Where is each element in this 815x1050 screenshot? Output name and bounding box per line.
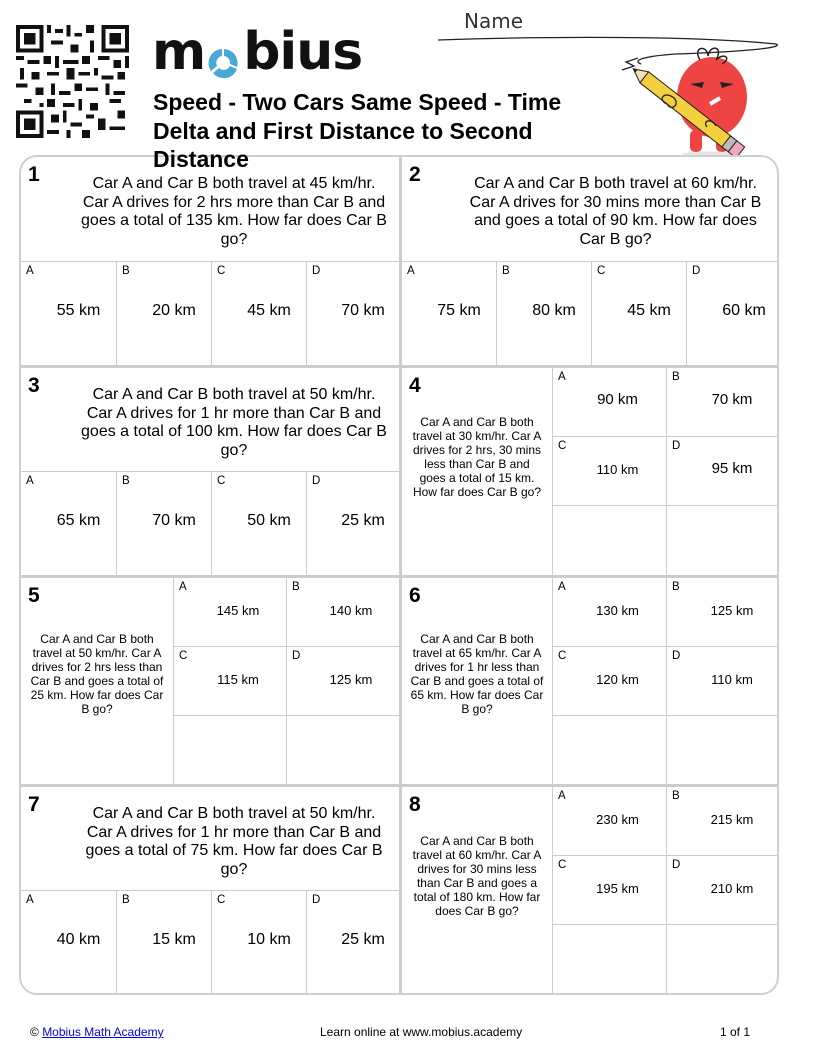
option-value: 125 km — [329, 672, 373, 687]
option-letter: A — [26, 475, 34, 487]
option-value: 80 km — [532, 302, 576, 319]
option-value: 90 km — [597, 391, 638, 408]
option-letter: C — [217, 894, 226, 906]
problem-text: Car A and Car B both travel at 50 km/hr. Car A drives for 2 hrs less than Car B and goes a total of 25 km. How far does Car B go? — [30, 632, 164, 716]
option-value: 125 km — [710, 603, 754, 618]
option-value: 110 km — [711, 672, 753, 687]
problem-7 — [21, 787, 399, 995]
answer-option-d[interactable] — [307, 472, 399, 575]
option-value: 70 km — [341, 302, 385, 319]
option-letter: B — [502, 265, 510, 277]
answer-option-b[interactable] — [667, 368, 779, 436]
name-label: Name — [464, 9, 524, 33]
problem-5 — [21, 578, 399, 784]
option-letter: B — [122, 894, 130, 906]
problem-number: 2 — [409, 163, 421, 186]
option-letter: B — [122, 475, 130, 487]
problem-number: 8 — [409, 793, 421, 816]
problem-number: 5 — [28, 584, 40, 607]
option-letter: B — [672, 371, 680, 383]
option-value: 70 km — [711, 391, 753, 408]
option-value: 10 km — [247, 931, 291, 948]
qr-code-icon — [16, 25, 129, 138]
copyright-symbol: © — [30, 1025, 39, 1039]
option-letter: C — [217, 265, 226, 277]
option-value: 140 km — [329, 603, 373, 618]
option-letter: C — [558, 859, 567, 871]
answer-option-a[interactable] — [174, 578, 286, 646]
answer-option-b[interactable] — [117, 472, 211, 575]
answer-option-c[interactable] — [592, 262, 686, 365]
answer-option-c[interactable] — [174, 647, 286, 715]
answer-option-b[interactable] — [287, 578, 399, 646]
option-letter: C — [179, 650, 188, 662]
option-letter: C — [558, 650, 567, 662]
option-letter: D — [312, 475, 321, 487]
worksheet-grid — [19, 155, 779, 995]
problem-text: Car A and Car B both travel at 60 km/hr. Car A drives for 30 mins more than Car B and goes a total of 90 km. How far does Car B go? — [469, 175, 762, 248]
problem-text: Car A and Car B both travel at 50 km/hr. Car A drives for 1 hr more than Car B and goes a total of 75 km. How far does Car B go? — [85, 805, 383, 878]
red-mascot-with-pencil-icon — [612, 42, 762, 157]
answer-option-b[interactable] — [667, 578, 779, 646]
problem-4 — [402, 368, 779, 575]
option-value: 65 km — [56, 512, 101, 529]
option-value: 45 km — [247, 302, 291, 319]
option-value: 15 km — [152, 931, 196, 948]
answer-option-a[interactable] — [21, 891, 116, 995]
answer-option-a[interactable] — [21, 262, 116, 365]
answer-option-c[interactable] — [553, 437, 666, 505]
option-letter: B — [292, 581, 300, 593]
option-letter: D — [312, 894, 321, 906]
problem-number: 4 — [409, 374, 421, 397]
option-value: 145 km — [216, 603, 260, 618]
option-value: 210 km — [710, 881, 754, 896]
option-value: 95 km — [711, 460, 753, 477]
answer-option-a[interactable] — [21, 472, 116, 575]
problem-text: Car A and Car B both travel at 45 km/hr. Car A drives for 2 hrs more than Car B and goes a total of 135 km. How far does Car B go? — [81, 175, 387, 248]
divider — [174, 715, 399, 716]
divider — [553, 924, 779, 925]
answer-option-b[interactable] — [117, 262, 211, 365]
problem-3 — [21, 368, 399, 575]
problem-text: Car A and Car B both travel at 60 km/hr. Car A drives for 30 mins less than Car B and goes a total of 180 km. How far does Car B go? — [412, 834, 542, 918]
problem-6 — [402, 578, 779, 784]
answer-option-d[interactable] — [287, 647, 399, 715]
option-letter: C — [597, 265, 606, 277]
answer-option-b[interactable] — [117, 891, 211, 995]
answer-option-b[interactable] — [667, 787, 779, 855]
logo-o-mark-icon — [206, 38, 242, 74]
divider — [553, 505, 779, 506]
copyright — [30, 1025, 164, 1039]
answer-option-c[interactable] — [553, 856, 666, 924]
answer-option-d[interactable] — [667, 647, 779, 715]
logo-text-left: m — [152, 22, 206, 82]
option-letter: C — [558, 440, 567, 452]
option-value: 20 km — [152, 302, 196, 319]
option-value: 25 km — [341, 512, 385, 529]
option-value: 55 km — [56, 302, 101, 319]
divider — [553, 715, 779, 716]
answer-option-c[interactable] — [553, 647, 666, 715]
answer-option-a[interactable] — [553, 578, 666, 646]
option-letter: A — [558, 371, 566, 383]
option-value: 70 km — [152, 512, 196, 529]
problem-number: 7 — [28, 793, 40, 816]
mobius-logo — [152, 22, 363, 82]
option-letter: D — [692, 265, 701, 277]
answer-option-d[interactable] — [307, 262, 399, 365]
option-letter: B — [672, 790, 680, 802]
option-value: 215 km — [710, 812, 754, 827]
problem-number: 3 — [28, 374, 40, 397]
problem-text: Car A and Car B both travel at 30 km/hr. Car A drives for 2 hrs, 30 mins less than Car B and goes a total of 15 km. How far does Car B go? — [412, 415, 542, 499]
problem-8 — [402, 787, 779, 995]
answer-option-d[interactable] — [667, 856, 779, 924]
option-letter: A — [558, 790, 566, 802]
option-value: 130 km — [596, 603, 639, 618]
option-letter: C — [217, 475, 226, 487]
option-value: 75 km — [437, 302, 481, 319]
answer-option-b[interactable] — [497, 262, 591, 365]
option-letter: B — [672, 581, 680, 593]
option-letter: D — [672, 859, 681, 871]
option-letter: A — [558, 581, 566, 593]
option-letter: A — [179, 581, 187, 593]
answer-option-d[interactable] — [667, 437, 779, 505]
answer-option-c[interactable] — [212, 262, 306, 365]
option-letter: A — [26, 894, 34, 906]
option-value: 115 km — [217, 672, 259, 687]
option-value: 110 km — [596, 462, 639, 477]
problem-text: Car A and Car B both travel at 65 km/hr. Car A drives for 1 hr less than Car B and goes a total of 65 km. How far does Car B go? — [410, 632, 544, 716]
page-indicator: 1 of 1 — [720, 1025, 751, 1039]
option-letter: A — [26, 265, 34, 277]
option-letter: B — [122, 265, 130, 277]
problem-number: 1 — [28, 163, 40, 186]
answer-option-a[interactable] — [553, 368, 666, 436]
option-value: 45 km — [627, 302, 671, 319]
academy-link[interactable]: Mobius Math Academy — [42, 1025, 164, 1039]
problem-text: Car A and Car B both travel at 50 km/hr. Car A drives for 1 hr more than Car B and goes a total of 100 km. How far does Car B go? — [81, 386, 387, 459]
answer-option-c[interactable] — [212, 472, 306, 575]
option-value: 50 km — [247, 512, 291, 529]
page-title: Speed - Two Cars Same Speed - Time Delta and First Distance to Second Distance — [153, 89, 562, 172]
answer-option-a[interactable] — [402, 262, 496, 365]
answer-option-d[interactable] — [687, 262, 779, 365]
option-value: 60 km — [722, 302, 766, 319]
answer-option-c[interactable] — [212, 891, 306, 995]
answer-option-d[interactable] — [307, 891, 399, 995]
answer-option-a[interactable] — [553, 787, 666, 855]
option-letter: A — [407, 265, 415, 277]
logo-text-right: bius — [243, 22, 363, 82]
option-value: 120 km — [596, 672, 639, 687]
problem-1 — [21, 157, 399, 365]
option-value: 25 km — [341, 931, 385, 948]
option-letter: D — [292, 650, 301, 662]
option-value: 230 km — [596, 812, 639, 827]
option-letter: D — [672, 440, 681, 452]
option-value: 195 km — [596, 881, 639, 896]
problem-number: 6 — [409, 584, 421, 607]
learn-online-text: Learn online at www.mobius.academy — [320, 1025, 523, 1039]
option-letter: D — [672, 650, 681, 662]
option-value: 40 km — [56, 931, 101, 948]
option-letter: D — [312, 265, 321, 277]
problem-2 — [402, 157, 779, 365]
